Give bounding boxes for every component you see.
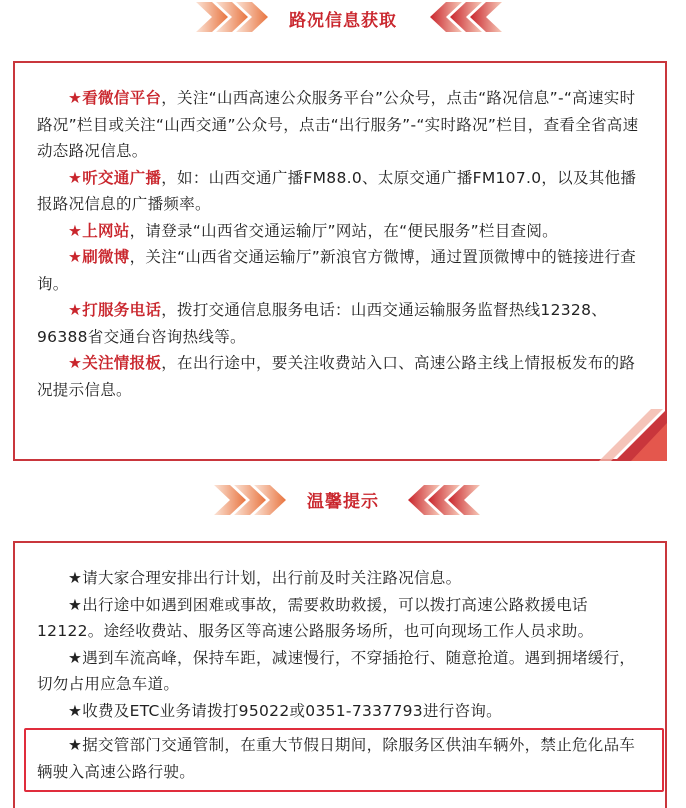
list-item: ★听交通广播，如：山西交通广播FM88.0、太原交通广播FM107.0，以及其他播报路况信息的广播频率。 [37,168,637,213]
road-info-box [13,61,667,461]
corner-stripe-icon [597,409,667,461]
list-item: ★出行途中如遇到困难或事故，需要救助救援，可以拨打高速公路救援电话12122。途经收费站、服务区等高速公路服务场所，也可向现场工作人员求助。 [37,595,594,640]
list-item: ★关注情报板，在出行途中，要关注收费站入口、高速公路主线上情报板发布的路况提示信息。 [37,354,636,399]
list-item: ★遇到车流高峰，保持车距，减速慢行，不穿插抢行、随意抢道。遇到拥堵缓行，切勿占用应急车道。 [37,648,636,693]
list-item: ★收费及ETC业务请拨打95022或0351-7337793进行咨询。 [68,701,502,720]
section-header-road-info [0,0,686,40]
list-item: ★请大家合理安排出行计划，出行前及时关注路况信息。 [68,569,462,587]
list-item: ★上网站，请登录“山西省交通运输厅”网站，在“便民服务”栏目查阅。 [68,221,558,240]
list-item: ★刷微博，关注“山西省交通运输厅”新浪官方微博，通过置顶微博中的链接进行查询。 [37,248,637,293]
list-item: ★据交管部门交通管制，在重大节假日期间，除服务区供油车辆外，禁止危化品车辆驶入高速公路行驶。 [37,736,636,781]
section-title: 温馨提示 [307,492,379,512]
highlight-box [24,728,664,792]
section-title: 路况信息获取 [289,11,397,31]
list-item: ★看微信平台，关注“山西高速公众服务平台”公众号，点击“路况信息”-“高速实时路况”栏目或关注“山西交通”公众号，点击“出行服务”-“实时路况”栏目，查看全省高速动态路况信息。 [37,89,639,160]
section-header-tips [0,481,686,521]
list-item: ★打服务电话，拨打交通信息服务电话：山西交通运输服务监督热线12328、96388省交通台咨询热线等。 [37,301,608,346]
